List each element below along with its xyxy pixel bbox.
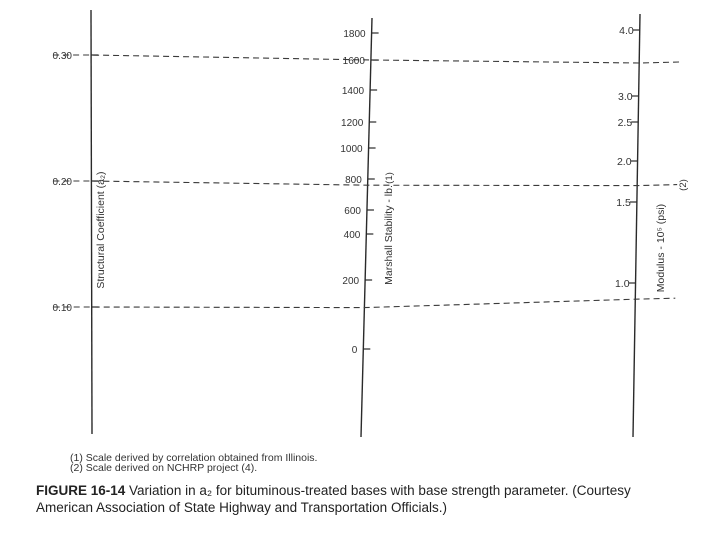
axis-lines (91, 10, 640, 437)
structural-tick-label: 0.20 (52, 177, 72, 188)
marshall-tick-label: 400 (343, 230, 361, 241)
modulus-tick-label: 2.0 (616, 156, 632, 168)
modulus-tick-label: 3.0 (618, 91, 633, 103)
marshall-tick-label: 1600 (342, 56, 365, 67)
marshall-tick-label: 1800 (343, 29, 366, 40)
correlation-line (53, 181, 677, 186)
footnote-2: (2) Scale derived on NCHRP project (4). (70, 462, 258, 474)
modulus-axis-title: Modulus - 10⁵ (psi) (655, 203, 667, 293)
figure-number: FIGURE 16-14 (36, 483, 126, 498)
modulus-tick-label: 4.0 (619, 25, 634, 37)
modulus-tick-label: 1.5 (616, 197, 631, 209)
axis-titles (95, 171, 689, 292)
marshall-tick-label: 800 (345, 175, 362, 186)
correlation-line (53, 55, 679, 63)
marshall-tick-label: 0 (351, 345, 358, 356)
tick-labels (53, 25, 634, 356)
structural-axis-title: Structural Coefficient (a₂) (95, 171, 107, 289)
correlation-lines (53, 55, 679, 308)
marshall-axis-line (361, 18, 372, 437)
marshall-tick-label: 600 (344, 206, 361, 217)
marshall-tick-label: 200 (342, 276, 360, 287)
figure-caption (36, 482, 676, 516)
structural-axis-line (91, 10, 92, 434)
modulus-axis-line (633, 14, 640, 437)
marshall-axis-title: Marshall Stability - lb. (383, 185, 395, 285)
modulus-tick-label: 1.0 (614, 278, 630, 290)
structural-tick-label: 0.10 (52, 303, 72, 314)
marshall-tick-label: 1000 (340, 144, 363, 155)
footnote-1: (1) Scale derived by correlation obtained from Illinois. (70, 452, 318, 464)
structural-tick-label: 0.30 (52, 51, 72, 62)
marshall-tick-label: 1200 (341, 118, 364, 129)
modulus-axis-note: (2) (678, 179, 689, 191)
marshall-tick-label: 1400 (341, 86, 365, 97)
figure-caption-text: Variation in a₂ for bituminous-treated bases with base strength parameter. (Courtesy American Association of State Highway and Transportation Officials.) (36, 483, 631, 515)
marshall-axis-note: (1) (384, 172, 395, 184)
modulus-tick-label: 2.5 (617, 117, 633, 129)
